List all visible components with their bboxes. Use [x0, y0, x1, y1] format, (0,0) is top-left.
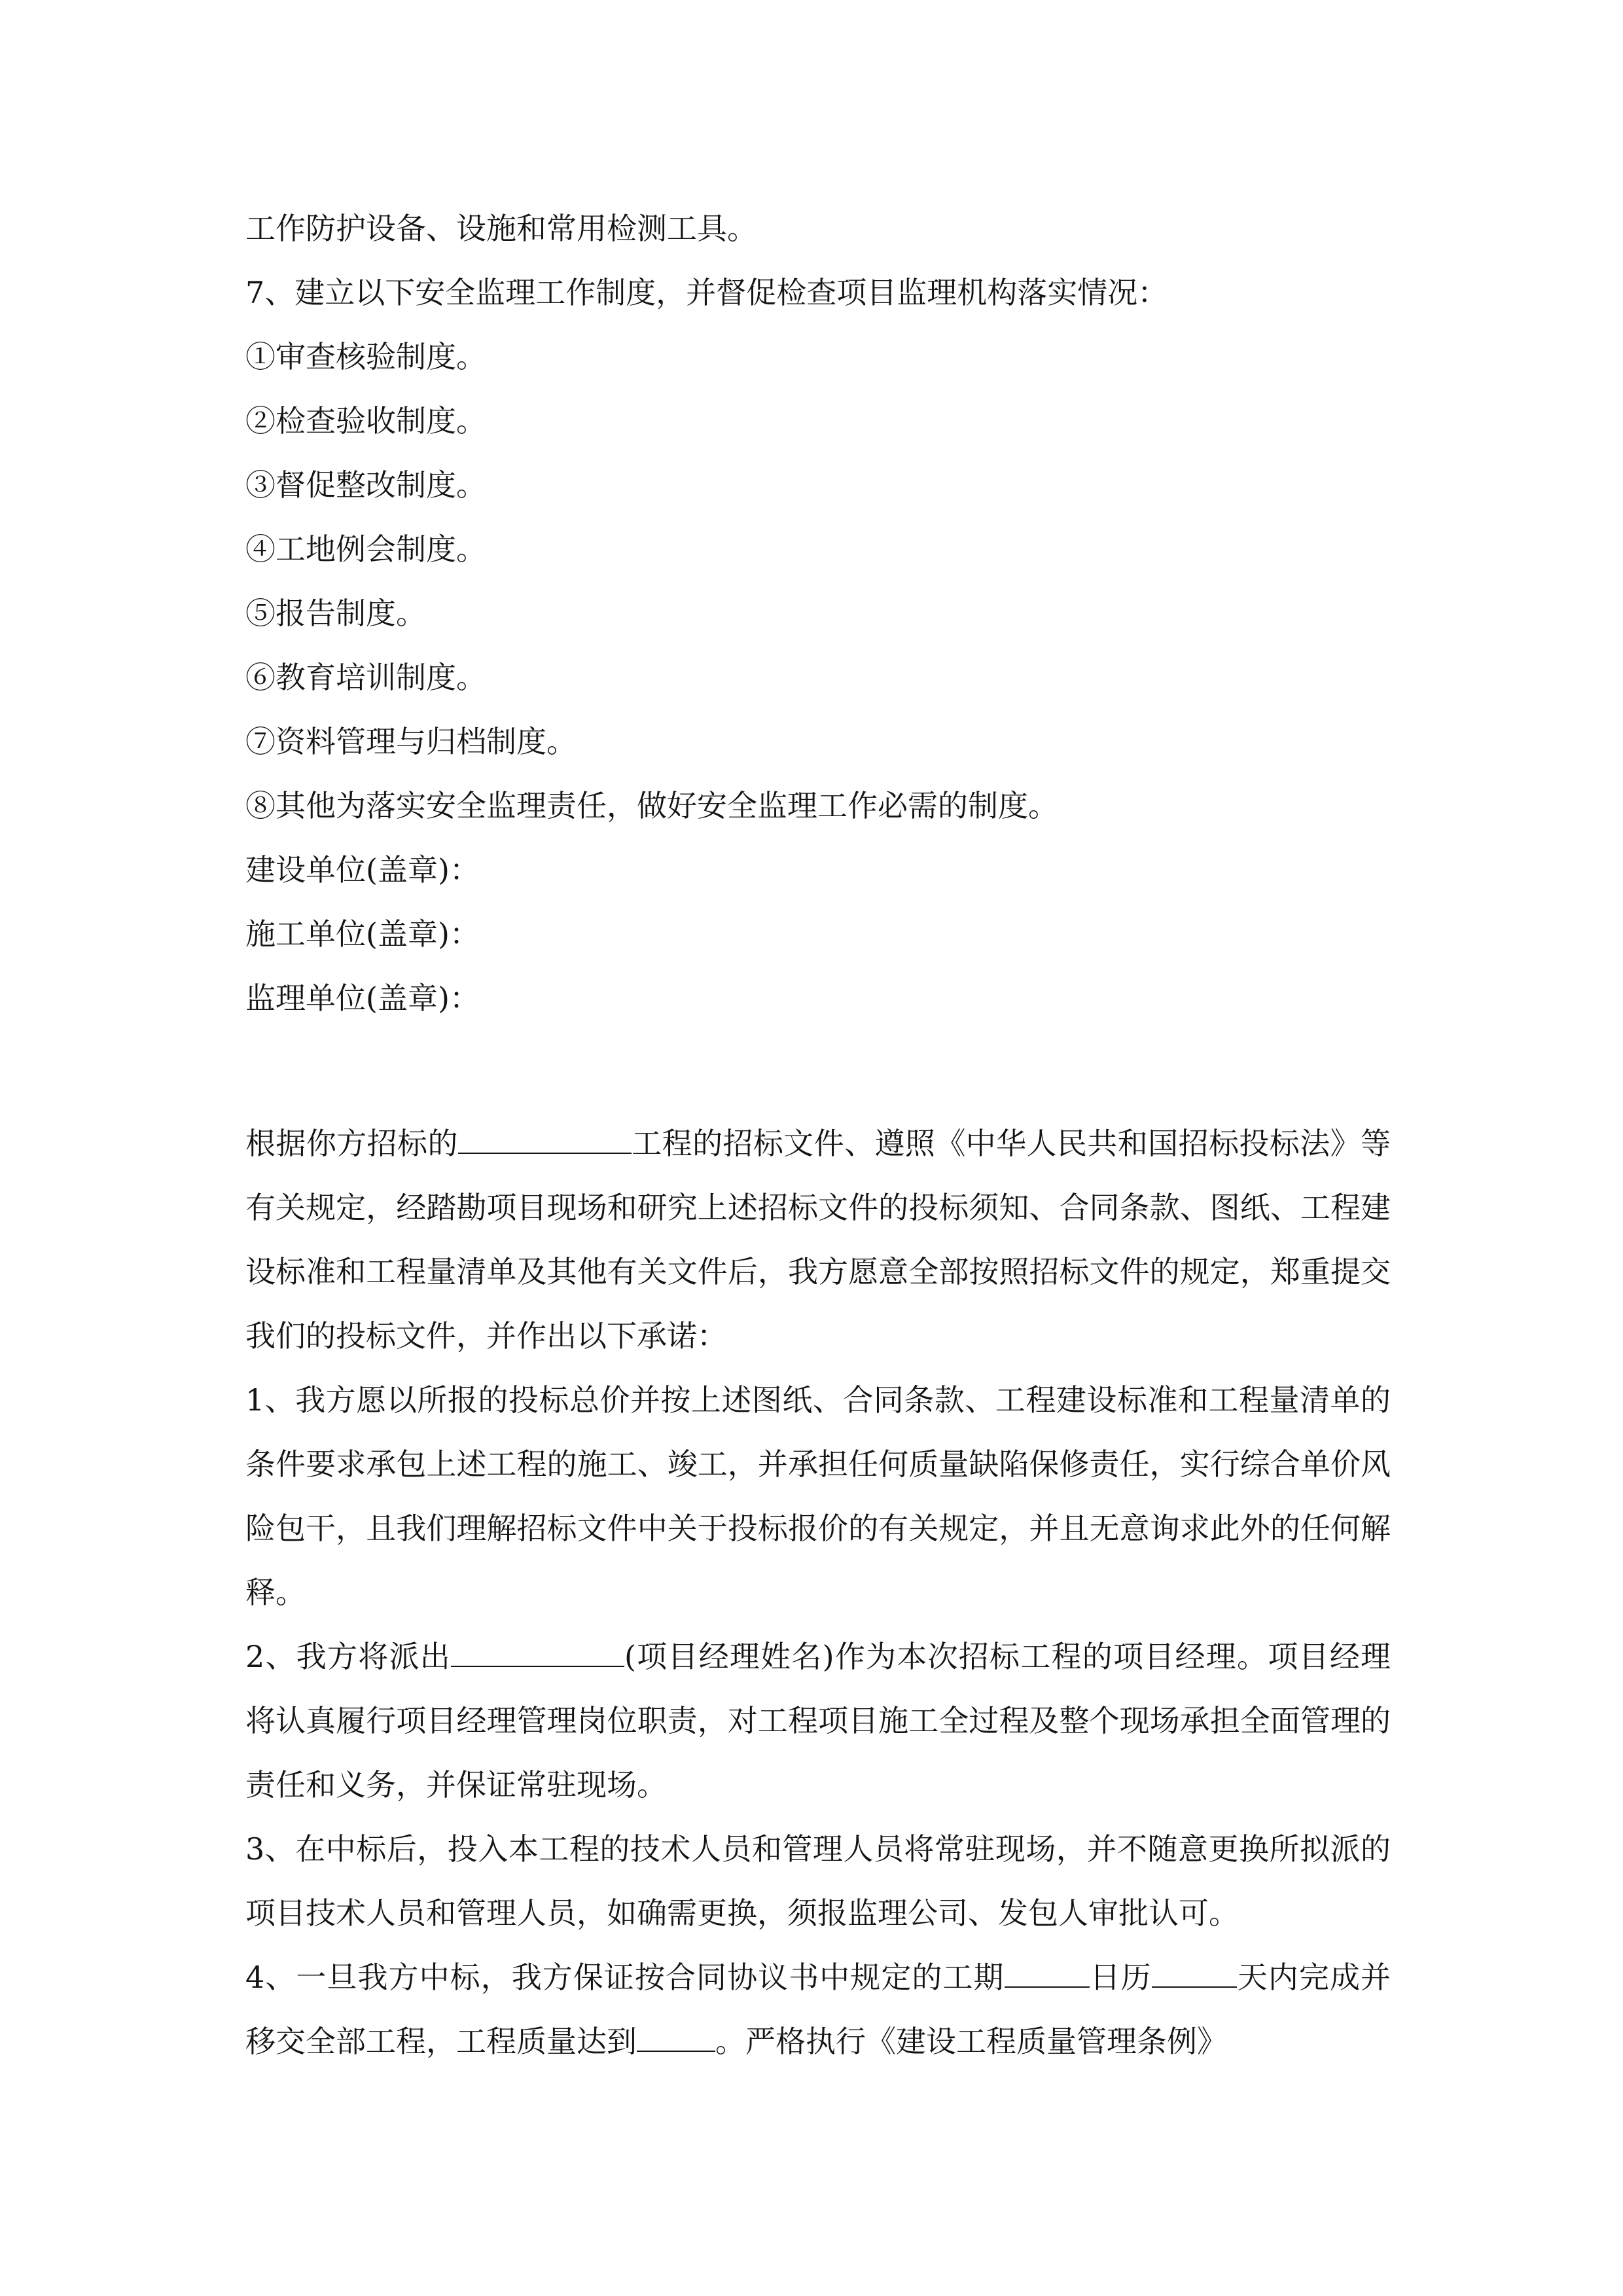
days-blank [1152, 1956, 1237, 1988]
item-7-heading: 7、建立以下安全监理工作制度，并督促检查项目监理机构落实情况： [245, 275, 1168, 310]
commitment-2 [245, 1624, 1391, 1817]
commitment-4-end: 。严格执行《建设工程质量管理条例》 [715, 2024, 1227, 2059]
list-item: ⑤报告制度。 [245, 596, 426, 631]
intro-paragraph [245, 1111, 1391, 1368]
quality-blank [637, 2020, 715, 2052]
commitment-4-start: 4、一旦我方中标，我方保证按合同协议书中规定的工期 [245, 1960, 1005, 1995]
signature-line-construction: 建设单位(盖章)： [245, 852, 480, 888]
document-body [245, 196, 1391, 2073]
manager-name-blank [451, 1636, 624, 1667]
section-gap [245, 1030, 1391, 1111]
list-item: ③督促整改制度。 [245, 467, 486, 503]
intro-text-rest: 工程的招标文件、遵照《中华人民共和国招标投标法》等有关规定，经踏勘项目现场和研究上述招标文件的投标须知、合同条款、图纸、工程建设标准和工程量清单及其他有关文件后，我方愿意全部按照招标文件的规定，郑重提交我们的投标文件，并作出以下承诺： [245, 1126, 1391, 1354]
commitment-2-start: 2、我方将派出 [245, 1639, 451, 1674]
duration-blank [1005, 1956, 1090, 1988]
text-line: 工作防护设备、设施和常用检测工具。 [245, 211, 757, 246]
signature-line-contractor: 施工单位(盖章)： [245, 916, 480, 952]
project-name-blank [458, 1122, 632, 1154]
commitment-4-calendar: 日历 [1089, 1960, 1152, 1995]
commitment-3: 3、在中标后，投入本工程的技术人员和管理人员将常驻现场，并不随意更换所拟派的项目技术人员和管理人员，如确需更换，须报监理公司、发包人审批认可。 [245, 1831, 1391, 1931]
commitment-1: 1、我方愿以所报的投标总价并按上述图纸、合同条款、工程建设标准和工程量清单的条件要求承包上述工程的施工、竣工，并承担任何质量缺陷保修责任，实行综合单价风险包干，且我们理解招标文件中关于投标报价的有关规定，并且无意询求此外的任何解释。 [245, 1382, 1391, 1610]
list-item: ⑧其他为落实安全监理责任，做好安全监理工作必需的制度。 [245, 788, 1058, 823]
list-item: ①审查核验制度。 [245, 339, 486, 374]
commitment-4 [245, 1945, 1391, 2073]
list-item: ⑥教育培训制度。 [245, 660, 486, 695]
list-item: ⑦资料管理与归档制度。 [245, 724, 577, 759]
list-item: ②检查验收制度。 [245, 403, 486, 439]
signature-line-supervisor: 监理单位(盖章)： [245, 980, 480, 1016]
commitment-4-mid: 天内完成并移交全部工程，工程质量达到 [245, 1960, 1391, 2059]
commitment-2-rest: (项目经理姓名)作为本次招标工程的项目经理。项目经理将认真履行项目经理管理岗位职责，对工程项目施工全过程及整个现场承担全面管理的责任和义务，并保证常驻现场。 [245, 1639, 1391, 1803]
intro-text-start: 根据你方招标的 [245, 1126, 458, 1161]
list-item: ④工地例会制度。 [245, 531, 486, 567]
